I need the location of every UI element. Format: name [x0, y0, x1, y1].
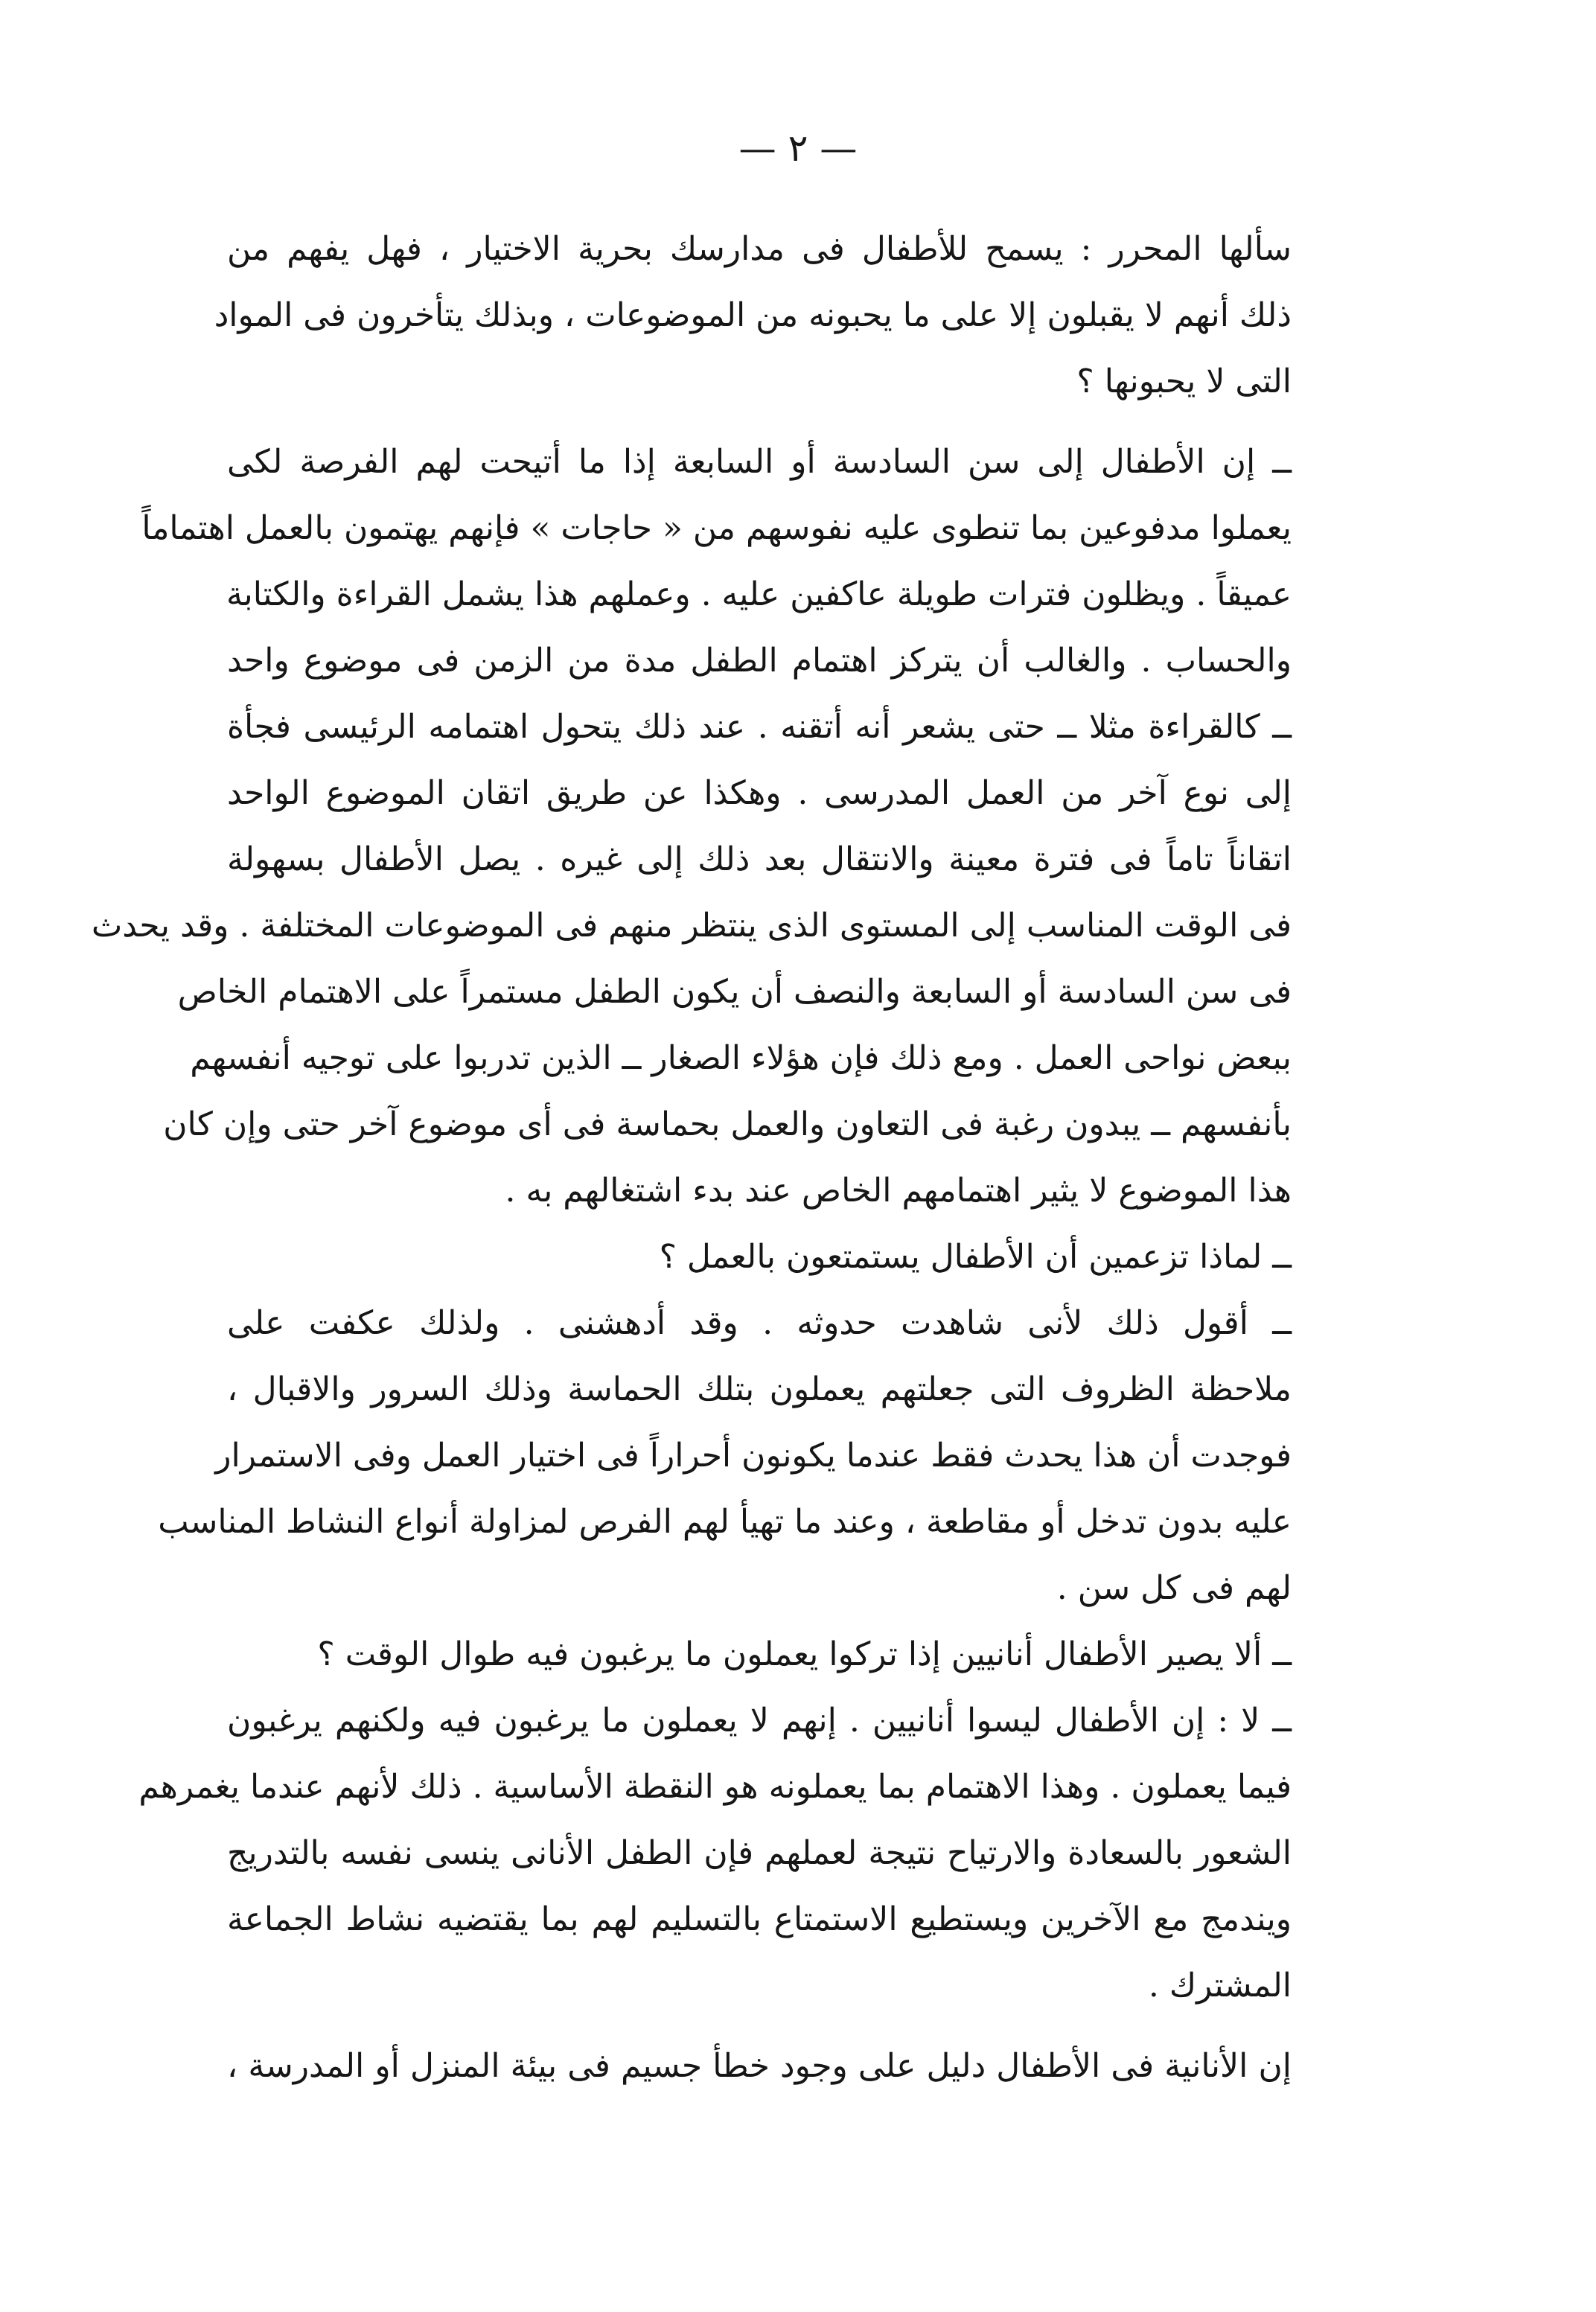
paragraph — [91, 429, 1292, 1224]
text-line: ــ أقول ذلك لأنى شاهدت حدوثه . وقد أدهشنى . ولذلك عكفت على — [227, 1304, 1292, 1342]
text-line: فى الوقت المناسب إلى المستوى الذى ينتظر منهم فى الموضوعات المختلفة . وقد يحدث — [91, 907, 1292, 945]
text-line: إلى نوع آخر من العمل المدرسى . وهكذا عن طريق اتقان الموضوع الواحد — [227, 774, 1292, 812]
paragraph — [227, 1224, 1292, 1290]
text-line: والحساب . والغالب أن يتركز اهتمام الطفل مدة من الزمن فى موضوع واحد — [227, 642, 1292, 680]
text-line: سألها المحرر : يسمح للأطفال فى مدارسك بحرية الاختيار ، فهل يفهم من — [227, 230, 1292, 268]
paragraph — [214, 216, 1292, 415]
text-line: فيما يعملون . وهذا الاهتمام بما يعملونه هو النقطة الأساسية . ذلك لأنهم عندما يغمرهم — [138, 1768, 1292, 1806]
paragraph — [138, 1687, 1292, 2019]
text-line: ــ إن الأطفال إلى سن السادسة أو السابعة إذا ما أتيحت لهم الفرصة لكى — [227, 443, 1292, 481]
text-line: عميقاً . ويظلون فترات طويلة عاكفين عليه . وعملهم هذا يشمل القراءة والكتابة — [226, 575, 1292, 613]
page-number: — ٢ — — [738, 127, 858, 170]
text-line: لهم فى كل سن . — [1056, 1569, 1292, 1607]
paragraph — [227, 1621, 1292, 1687]
text-line: التى لا يحبونها ؟ — [1076, 363, 1292, 400]
text-line: ويندمج مع الآخرين ويستطيع الاستمتاع بالتسليم لهم بما يقتضيه نشاط الجماعة — [227, 1900, 1292, 1938]
text-line: بأنفسهم ــ يبدون رغبة فى التعاون والعمل بحماسة فى أى موضوع آخر حتى وإن كان — [163, 1105, 1292, 1143]
text-line: ملاحظة الظروف التى جعلتهم يعملون بتلك الحماسة وذلك السرور والاقبال ، — [227, 1370, 1292, 1408]
text-line: ذلك أنهم لا يقبلون إلا على ما يحبونه من الموضوعات ، وبذلك يتأخرون فى المواد — [214, 296, 1292, 334]
text-line: إن الأنانية فى الأطفال دليل على وجود خطأ جسيم فى بيئة المنزل أو المدرسة ، — [227, 2047, 1292, 2085]
text-line: ببعض نواحى العمل . ومع ذلك فإن هؤلاء الصغار ــ الذين تدربوا على توجيه أنفسهم — [190, 1039, 1292, 1077]
text-line: الشعور بالسعادة والارتياح نتيجة لعملهم فإن الطفل الأنانى ينسى نفسه بالتدريج — [227, 1834, 1292, 1872]
body-text — [91, 216, 1292, 2099]
text-line: اتقاناً تاماً فى فترة معينة والانتقال بعد ذلك إلى غيره . يصل الأطفال بسهولة — [227, 840, 1292, 878]
text-line: ــ لماذا تزعمين أن الأطفال يستمتعون بالعمل ؟ — [659, 1238, 1292, 1276]
text-line: ــ ألا يصير الأطفال أنانيين إذا تركوا يعملون ما يرغبون فيه طوال الوقت ؟ — [317, 1635, 1292, 1673]
text-line: يعملوا مدفوعين بما تنطوى عليه نفوسهم من « حاجات » فإنهم يهتمون بالعمل اهتماماً — [141, 509, 1292, 547]
text-line: عليه بدون تدخل أو مقاطعة ، وعند ما تهيأ لهم الفرص لمزاولة أنواع النشاط المناسب — [158, 1503, 1292, 1541]
paragraph — [227, 2033, 1292, 2099]
paragraph — [158, 1290, 1292, 1621]
text-line: المشترك . — [1148, 1967, 1292, 2005]
text-line: ــ لا : إن الأطفال ليسوا أنانيين . إنهم لا يعملون ما يرغبون فيه ولكنهم يرغبون — [227, 1702, 1292, 1740]
text-line: هذا الموضوع لا يثير اهتمامهم الخاص عند بدء اشتغالهم به . — [505, 1172, 1292, 1210]
text-line: ــ كالقراءة مثلا ــ حتى يشعر أنه أتقنه . عند ذلك يتحول اهتمامه الرئيسى فجأة — [227, 708, 1292, 746]
text-line: فى سن السادسة أو السابعة والنصف أن يكون الطفل مستمراً على الاهتمام الخاص — [177, 973, 1292, 1011]
text-line: فوجدت أن هذا يحدث فقط عندما يكونون أحراراً فى اختيار العمل وفى الاستمرار — [215, 1437, 1292, 1475]
